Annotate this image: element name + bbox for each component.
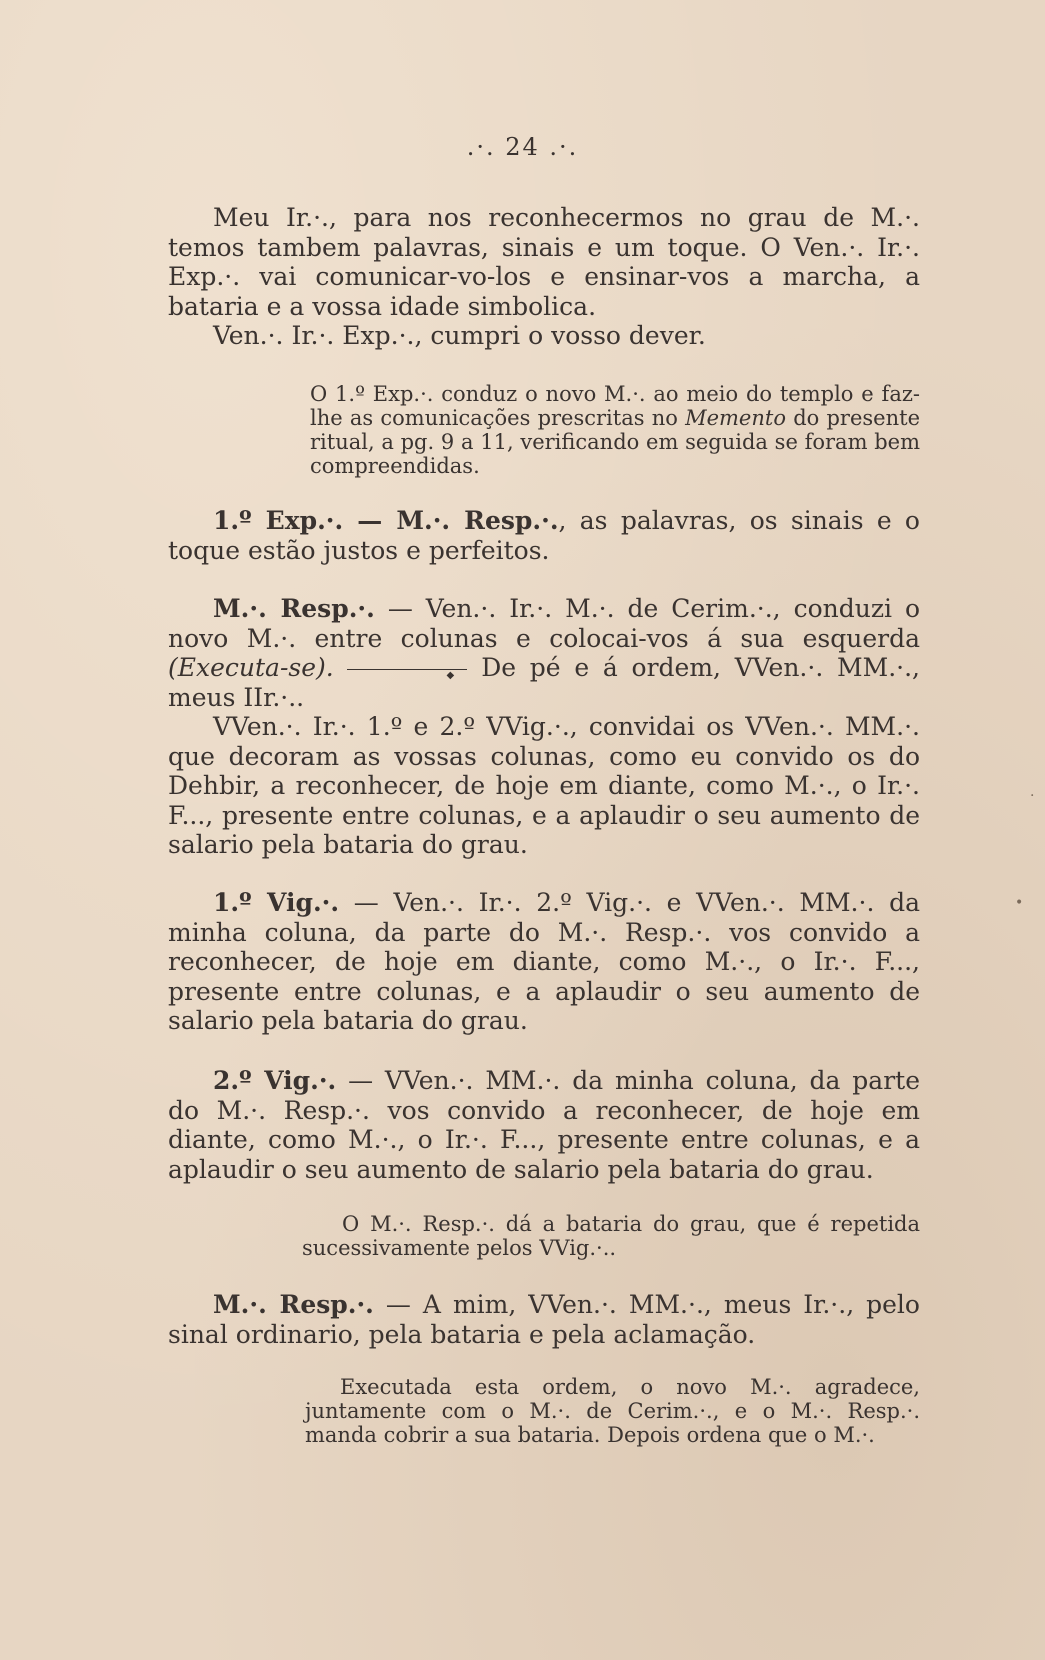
paper-speck: • — [1015, 895, 1024, 911]
paragraph-7: 1.º Vig.·. — Ven.·. Ir.·. 2.º Vig.·. e VVen.·. MM.·. da minha coluna, da parte do M.·. Resp.·. vos convido a reconhecer, de hoje em diante, como M.·., o Ir.·. F..., presente entre colunas, e a aplaudir o seu aumento de salario pela bataria do grau. — [168, 888, 920, 1035]
rubric-text: O 1.º Exp.·. conduz o novo M.·. ao meio do templo e faz-lhe as comunicações prescritas no Memento do presente ritual, a pg. 9 a 11, verificando em seguida se foram bem compreendidas. — [310, 382, 920, 478]
speaker-label: 1.º Vig.·. — [213, 888, 340, 917]
paragraph-8: 2.º Vig.·. — VVen.·. MM.·. da minha coluna, da parte do M.·. Resp.·. vos convido a reconhecer, de hoje em diante, como M.·., o Ir.·. F..., presente entre colunas, e a aplaudir o seu aumento de salario pela bataria do grau. — [168, 1066, 920, 1184]
paragraph-exp — [168, 506, 920, 565]
rubric-1 — [310, 382, 920, 478]
paragraph-intro — [168, 203, 920, 351]
paragraph-4: 1.º Exp.·. — M.·. Resp.·., as palavras, os sinais e o toque estão justos e perfeitos. — [168, 506, 920, 565]
page-number: .·. 24 .·. — [466, 133, 579, 161]
rubric-3 — [305, 1375, 920, 1447]
rubric-text: Executada esta ordem, o novo M.·. agradece, juntamente com o M.·. de Cerim.·., e o M.·. Resp.·. manda cobrir a sua bataria. Depois ordena que o M.·. — [305, 1375, 920, 1447]
separator-rule — [347, 669, 467, 671]
paragraph-10: M.·. Resp.·. — A mim, VVen.·. MM.·., meus Ir.·., pelo sinal ordinario, pela bataria e pela aclamação. — [168, 1290, 920, 1349]
speaker-label: M.·. Resp.·. — [213, 1290, 374, 1319]
speaker-label: 1.º Exp.·. — M.·. Resp.·. — [213, 506, 559, 535]
speaker-label: M.·. Resp.·. — [213, 594, 375, 623]
paragraph-vig1 — [168, 888, 920, 1036]
paragraph-vig2 — [168, 1066, 920, 1184]
paragraph-2: Ven.·. Ir.·. Exp.·., cumpri o vosso dever. — [213, 321, 706, 350]
paragraph-5: M.·. Resp.·. — Ven.·. Ir.·. M.·. de Cerim.·., conduzi o novo M.·. entre colunas e colocai-vos á sua esquerda (Executa-se). ◆ De pé e á ordem, VVen.·. MM.·., meus IIr.·.. — [168, 594, 920, 712]
speaker-label: 2.º Vig.·. — [213, 1066, 337, 1095]
paragraph-6: VVen.·. Ir.·. 1.º e 2.º VVig.·., convidai os VVen.·. MM.·. que decoram as vossas colunas, como eu convido os do Dehbir, a reconhecer, de hoje em diante, como M.·., o Ir.·. F..., presente entre colunas, e a aplaudir o seu aumento de salario pela bataria do grau. — [168, 712, 920, 859]
paragraph-1: Meu Ir.·., para nos reconhecermos no grau de M.·. temos tambem palavras, sinais e um toque. O Ven.·. Ir.·. Exp.·. vai comunicar-vo-los e ensinar-vos a marcha, a bataria e a vossa idade simbolica. — [168, 203, 920, 321]
paper-speck: · — [1030, 788, 1035, 804]
paragraph-resp-final — [168, 1290, 920, 1349]
rubric-text: O M.·. Resp.·. dá a bataria do grau, que é repetida sucessivamente pelos VVig.·.. — [302, 1212, 920, 1260]
paragraph-resp — [168, 594, 920, 860]
rubric-2 — [302, 1212, 920, 1260]
memento-ref: Memento — [685, 406, 786, 430]
